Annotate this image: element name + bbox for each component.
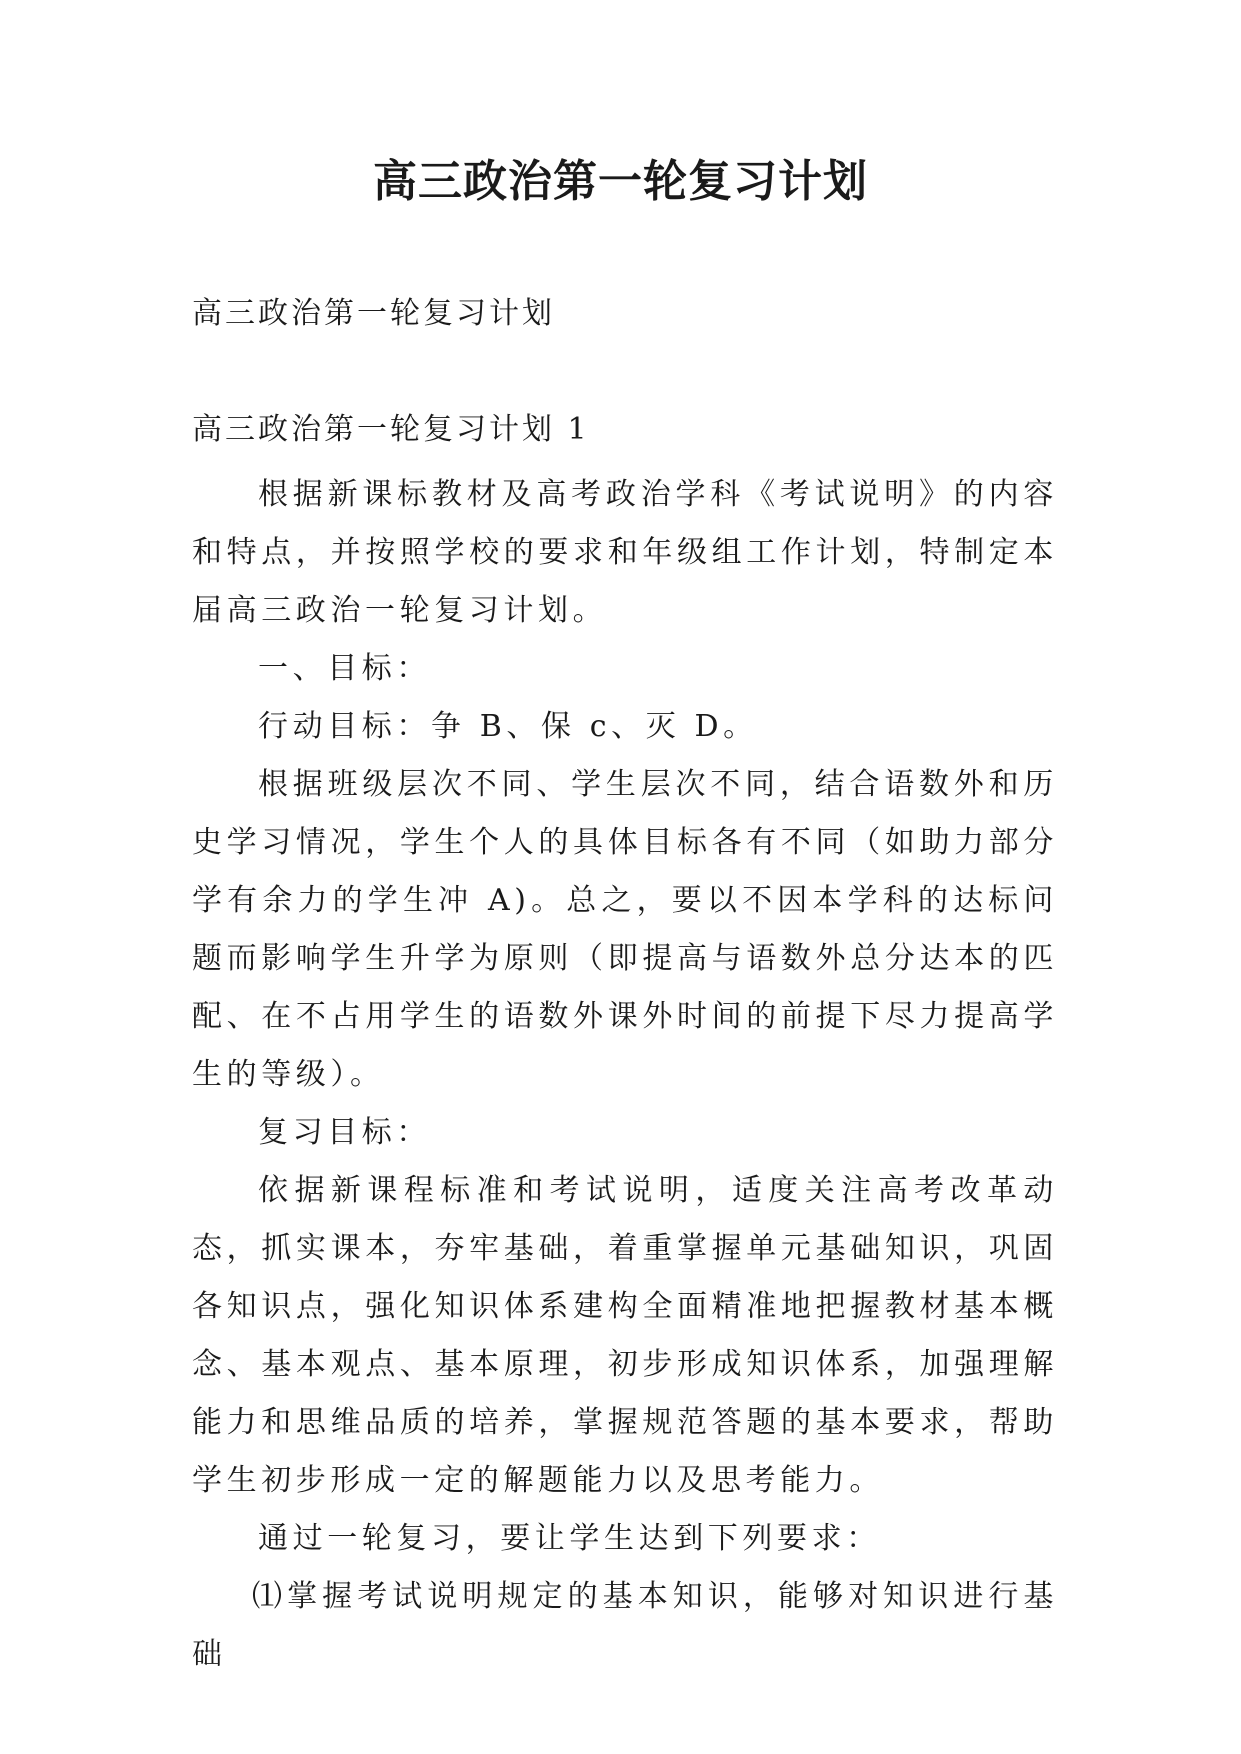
paragraph-requirements-intro: 通过一轮复习，要让学生达到下列要求： [258, 1521, 881, 1556]
document-body [192, 466, 1058, 1684]
paragraph-review-goal: 依据新课程标准和考试说明，适度关注高考改革动态，抓实课本，夯牢基础，着重掌握单元基础知识，巩固各知识点，强化知识体系建构全面精准地把握教材基本概念、基本观点、基本原理，初步形成知识体系，加强理解能力和思维品质的培养，掌握规范答题的基本要求，帮助学生初步形成一定的解题能力以及思考能力。 [192, 1173, 1058, 1498]
paragraph-requirement-1: ⑴掌握考试说明规定的基本知识，能够对知识进行基础 [192, 1579, 1058, 1672]
paragraph-review-goal-heading: 复习目标： [258, 1115, 431, 1150]
paragraph-level-goals: 根据班级层次不同、学生层次不同，结合语数外和历史学习情况，学生个人的具体目标各有不同（如助力部分学有余力的学生冲 A)。总之，要以不因本学科的达标问题而影响学生升学为原则（即提高与语数外总分达本的匹配、在不占用学生的语数外课外时间的前提下尽力提高学生的等级）。 [192, 767, 1058, 1092]
section-heading: 高三政治第一轮复习计划 1 [192, 412, 590, 447]
paragraph-intro: 根据新课标教材及高考政治学科《考试说明》的内容和特点，并按照学校的要求和年级组工作计划，特制定本届高三政治一轮复习计划。 [192, 477, 1058, 628]
paragraph-action-goal: 行动目标：争 B、保 c、灭 D。 [258, 709, 758, 744]
paragraph-goals-heading: 一、目标： [258, 651, 431, 686]
document-subtitle: 高三政治第一轮复习计划 [192, 296, 555, 331]
document-title: 高三政治第一轮复习计划 [373, 156, 868, 207]
